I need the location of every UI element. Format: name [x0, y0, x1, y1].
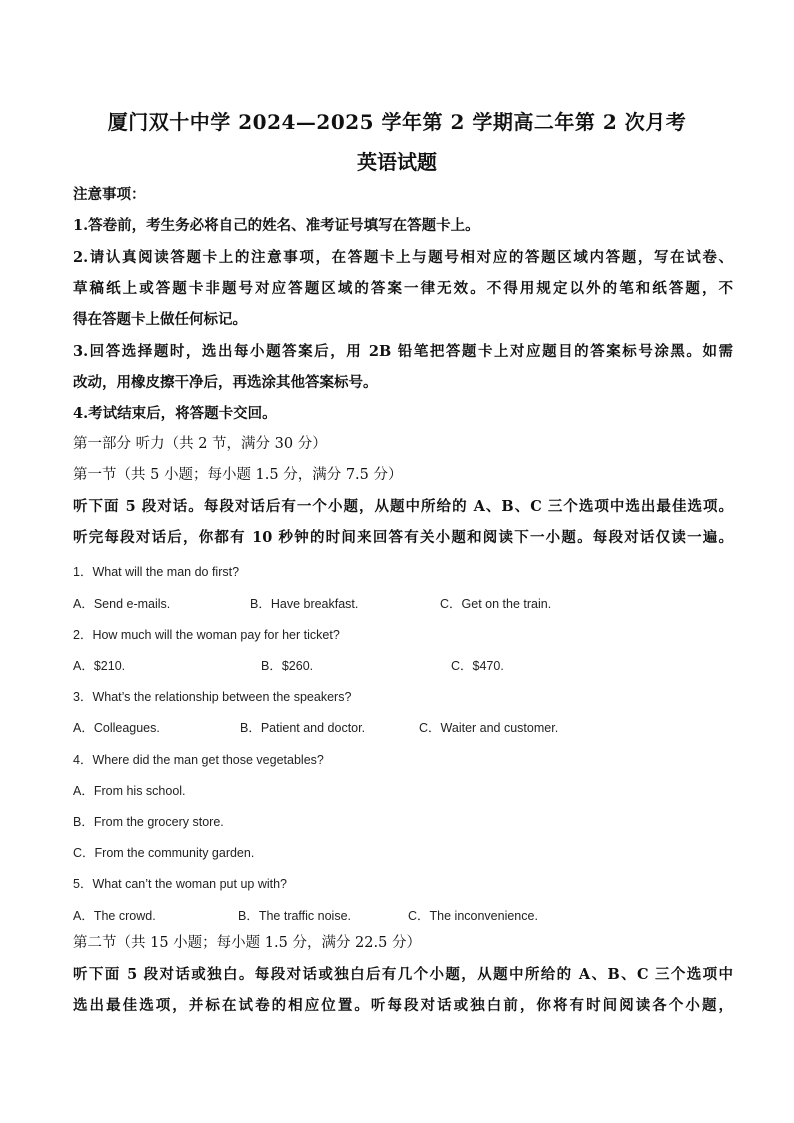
- section1-instructions-line-2: 听完每段对话后，你都有 10 秒钟的时间来回答有关小题和阅读下一小题。每段对话仅读一遍。: [73, 529, 733, 546]
- exam-subtitle: 英语试题: [357, 150, 437, 174]
- question-5-option-a: A．The crowd.: [73, 909, 156, 923]
- question-1-option-b: B．Have breakfast.: [250, 597, 359, 611]
- question-3-stem: 3．What’s the relationship between the speakers?: [73, 690, 352, 704]
- question-3-option-a: A．Colleagues.: [73, 721, 160, 735]
- notice-item-2-line-2: 草稿纸上或答题卡非题号对应答题区域的答案一律无效。不得用规定以外的笔和纸答题，不: [73, 280, 733, 297]
- question-2-option-a: A．$210.: [73, 659, 126, 673]
- notice-item-2-line-3: 得在答题卡上做任何标记。: [73, 311, 247, 328]
- question-4-option-b: B．From the grocery store.: [73, 815, 224, 829]
- notice-item-3-line-1: 3.回答选择题时，选出每小题答案后，用 2B 铅笔把答题卡上对应题目的答案标号涂黑。如需: [73, 343, 733, 360]
- question-5-stem: 5．What can’t the woman put up with?: [73, 877, 288, 891]
- question-3-option-c: C．Waiter and customer.: [419, 721, 559, 735]
- question-5-option-b: B．The traffic noise.: [238, 909, 352, 923]
- part1-heading: 第一部分 听力（共 2 节，满分 30 分）: [73, 436, 327, 452]
- question-2-stem: 2．How much will the woman pay for her ticket?: [73, 628, 340, 642]
- section2-heading: 第二节（共 15 小题；每小题 1.5 分，满分 22.5 分）: [73, 935, 421, 951]
- section1-instructions-line-1: 听下面 5 段对话。每段对话后有一个小题，从题中所给的 A、B、C 三个选项中选出最佳选项。: [73, 498, 733, 515]
- question-1-option-a: A．Send e-mails.: [73, 597, 171, 611]
- question-1-stem: 1．What will the man do first?: [73, 565, 240, 579]
- notice-item-2-line-1: 2.请认真阅读答题卡上的注意事项，在答题卡上与题号相对应的答题区域内答题，写在试卷、: [73, 249, 733, 266]
- notice-heading: 注意事项：: [73, 186, 146, 203]
- section2-instructions-line-1: 听下面 5 段对话或独白。每段对话或独白后有几个小题，从题中所给的 A、B、C 三个选项中: [73, 966, 733, 983]
- question-2-option-b: B．$260.: [261, 659, 314, 673]
- section2-instructions-line-2: 选出最佳选项，并标在试卷的相应位置。听每段对话或独白前，你将有时间阅读各个小题，: [73, 997, 733, 1014]
- notice-item-1: 1.答卷前，考生务必将自己的姓名、准考证号填写在答题卡上。: [73, 217, 480, 234]
- section1-heading: 第一节（共 5 小题；每小题 1.5 分，满分 7.5 分）: [73, 467, 403, 483]
- question-1-option-c: C．Get on the train.: [440, 597, 552, 611]
- question-4-stem: 4．Where did the man get those vegetables?: [73, 753, 324, 767]
- question-2-option-c: C．$470.: [451, 659, 504, 673]
- question-4-option-c: C．From the community garden.: [73, 846, 255, 860]
- exam-title: 厦门双十中学 2024—2025 学年第 2 学期高二年第 2 次月考: [107, 110, 687, 134]
- notice-item-3-line-2: 改动，用橡皮擦干净后，再选涂其他答案标号。: [73, 374, 378, 391]
- question-5-option-c: C．The inconvenience.: [408, 909, 538, 923]
- question-4-option-a: A．From his school.: [73, 784, 186, 798]
- question-3-option-b: B．Patient and doctor.: [240, 721, 366, 735]
- notice-item-4: 4.考试结束后，将答题卡交回。: [73, 405, 277, 422]
